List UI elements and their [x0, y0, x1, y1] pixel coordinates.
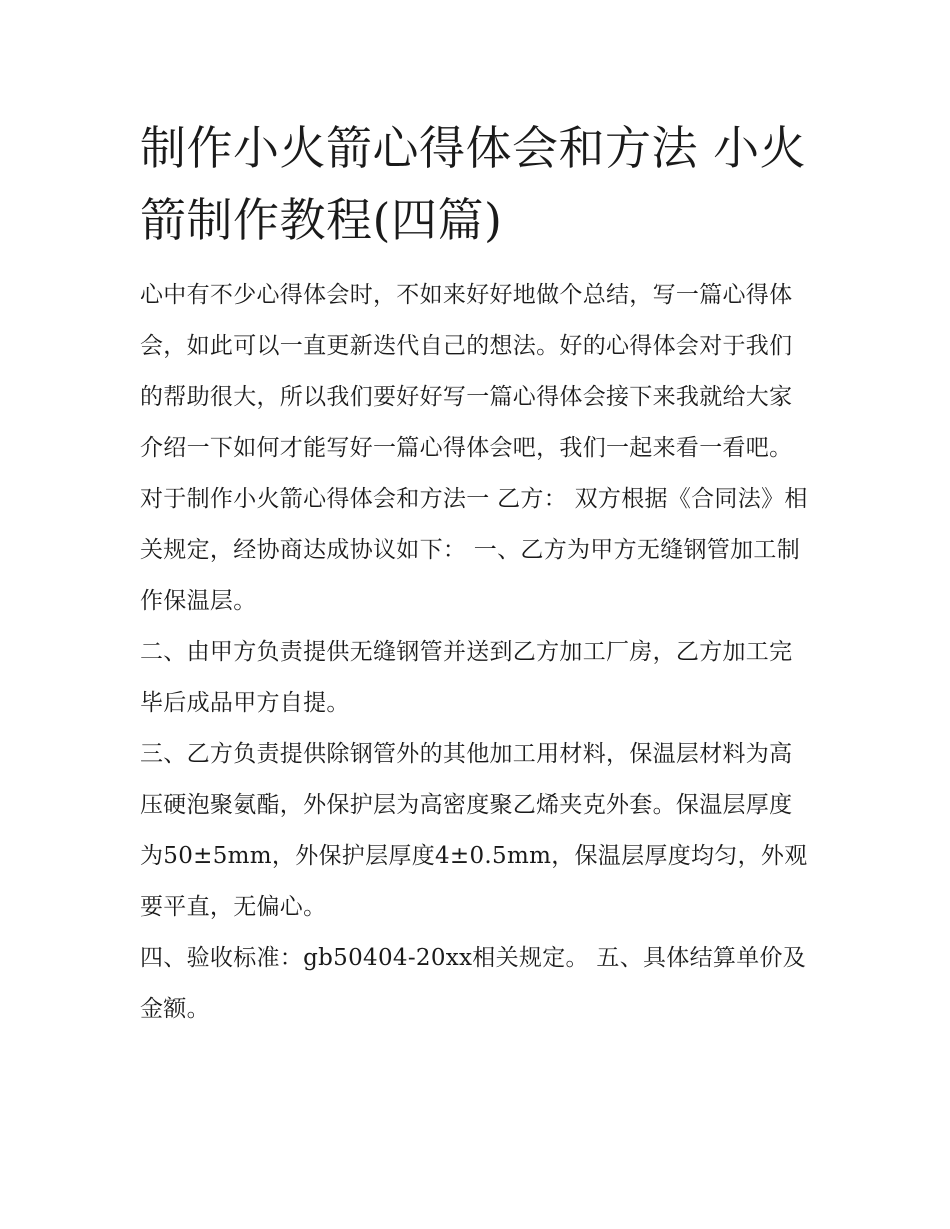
- paragraph-clause-3: 三、乙方负责提供除钢管外的其他加工用材料，保温层材料为高压硬泡聚氨酯，外保护层为高密度聚乙烯夹克外套。保温层厚度为50±5mm，外保护层厚度4±0.5mm，保温层厚度均匀，外观要平直，无偏心。: [140, 741, 808, 920]
- paragraph-clause-2: 二、由甲方负责提供无缝钢管并送到乙方加工厂房，乙方加工完毕后成品甲方自提。: [140, 639, 793, 716]
- paragraph-clause-4-5: 四、验收标准：gb50404-20xx相关规定。 五、具体结算单价及金额。: [140, 945, 807, 1022]
- document-title: 制作小火箭心得体会和方法 小火箭制作教程(四篇): [140, 121, 807, 247]
- paragraph-intro: 心中有不少心得体会时，不如来好好地做个总结，写一篇心得体会，如此可以一直更新迭代自己的想法。好的心得体会对于我们的帮助很大，所以我们要好好写一篇心得体会接下来我就给大家介绍一下如何才能写好一篇心得体会吧，我们一起来看一看吧。: [140, 282, 793, 461]
- document-content: [140, 112, 812, 1035]
- document-body: [140, 270, 812, 1035]
- paragraph-agreement: 对于制作小火箭心得体会和方法一 乙方： 双方根据《合同法》相关规定，经协商达成协议如下： 一、乙方为甲方无缝钢管加工制作保温层。: [140, 486, 808, 614]
